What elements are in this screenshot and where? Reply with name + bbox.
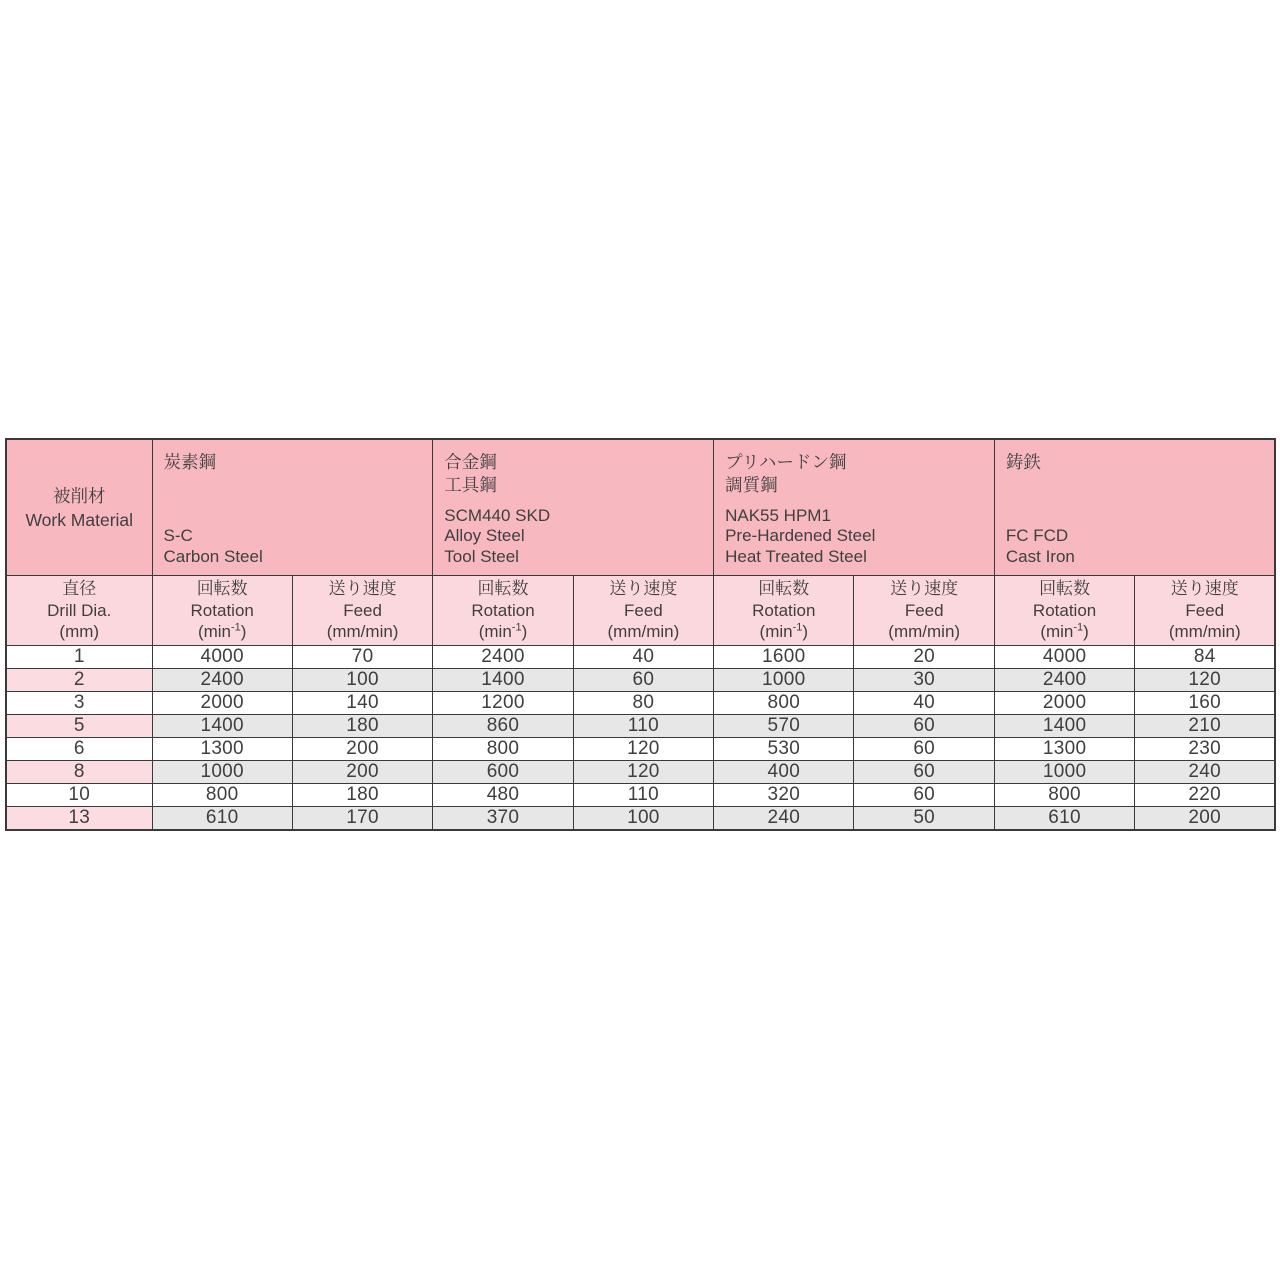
value-cell: 1300 [152,737,292,760]
value-cell: 1000 [152,760,292,783]
drilling-conditions-table [5,438,1276,831]
material-header-inner [164,451,423,567]
value-cell: 60 [854,760,994,783]
dia-cell: 13 [6,806,152,830]
material-en-line: S-C [163,526,193,545]
rotation-unit-sup: -1 [511,621,522,634]
rotation-unit-sup: -1 [231,621,241,634]
drill-dia-header-en: Drill Dia. [47,600,112,620]
material-en-line: Cast Iron [1005,546,1075,566]
value-cell: 110 [573,783,713,806]
value-cell: 110 [573,714,713,737]
value-cell: 800 [714,691,854,714]
material-jp-line: 工具鋼 [444,475,497,495]
dia-cell: 6 [6,737,152,760]
table-row [6,760,1275,783]
rotation-header-jp: 回転数 [758,579,810,598]
rotation-header-pre-hardened-steel [714,576,854,646]
material-name-jp [164,451,423,474]
rotation-header-en: Rotation [752,600,816,620]
rotation-unit-post: ) [802,622,809,641]
material-jp-line: 炭素鋼 [163,452,216,472]
value-cell: 40 [854,691,994,714]
value-cell: 860 [433,714,573,737]
value-cell: 2400 [152,668,292,691]
material-header-inner [444,451,703,567]
dia-cell: 8 [6,760,152,783]
rotation-header-unit [714,621,853,643]
value-cell: 200 [292,760,432,783]
dia-cell: 3 [6,691,152,714]
material-en-line: Carbon Steel [163,546,263,566]
feed-header-carbon-steel [292,576,432,646]
material-header-row [6,439,1275,576]
material-header-inner [725,451,984,567]
value-cell: 2000 [994,691,1134,714]
rotation-header-en: Rotation [190,600,254,620]
material-name-en [1006,526,1264,567]
table-row [6,645,1275,668]
rotation-header-unit [153,621,292,643]
feed-header-en: Feed [624,600,663,620]
drill-dia-header-jp: 直径 [62,579,97,598]
feed-header-jp: 送り速度 [609,579,678,598]
material-name-jp [444,451,703,497]
rotation-unit-post: ) [521,622,528,641]
value-cell: 100 [292,668,432,691]
dia-cell: 10 [6,783,152,806]
value-cell: 230 [1135,737,1275,760]
value-cell: 400 [714,760,854,783]
value-cell: 1200 [433,691,573,714]
material-name-jp [725,451,984,497]
rotation-header-cast-iron [994,576,1134,646]
drill-dia-header-unit: (mm) [59,622,100,641]
value-cell: 20 [854,645,994,668]
rotation-header-en: Rotation [471,600,535,620]
value-cell: 240 [1135,760,1275,783]
value-cell: 120 [573,737,713,760]
value-cell: 600 [433,760,573,783]
feed-header-jp: 送り速度 [328,579,397,598]
value-cell: 60 [854,714,994,737]
rotation-unit-sup: -1 [1073,621,1084,634]
value-cell: 60 [854,737,994,760]
value-cell: 800 [152,783,292,806]
rotation-unit-pre: (min [1040,622,1074,641]
value-cell: 2400 [433,645,573,668]
table-row [6,691,1275,714]
feed-header-jp: 送り速度 [1170,579,1239,598]
value-cell: 1400 [152,714,292,737]
rotation-unit-post: ) [1083,622,1089,641]
work-material-header [6,439,152,576]
table-row [6,783,1275,806]
work-material-en: Work Material [25,509,134,530]
value-cell: 200 [292,737,432,760]
value-cell: 120 [1135,668,1275,691]
value-cell: 70 [292,645,432,668]
value-cell: 180 [292,714,432,737]
value-cell: 1000 [994,760,1134,783]
value-cell: 200 [1135,806,1275,830]
value-cell: 1300 [994,737,1134,760]
value-cell: 1400 [433,668,573,691]
value-cell: 1000 [714,668,854,691]
feed-header-en: Feed [1185,600,1225,620]
material-header-alloy-tool-steel [433,439,714,576]
material-header-pre-hardened-steel [714,439,995,576]
value-cell: 40 [573,645,713,668]
value-cell: 80 [573,691,713,714]
material-jp-line: プリハードン鋼 [725,452,847,472]
material-en-line: SCM440 SKD [444,505,551,525]
value-cell: 60 [854,783,994,806]
material-en-line: Pre-Hardened Steel [725,526,876,545]
value-cell: 4000 [152,645,292,668]
value-cell: 1400 [994,714,1134,737]
feed-header-en: Feed [904,600,944,620]
value-cell: 4000 [994,645,1134,668]
value-cell: 100 [573,806,713,830]
drill-dia-header [6,576,152,646]
material-header-inner [1006,451,1264,567]
value-cell: 84 [1135,645,1275,668]
value-cell: 210 [1135,714,1275,737]
rotation-header-unit [433,621,572,643]
value-cell: 60 [573,668,713,691]
value-cell: 160 [1135,691,1275,714]
value-cell: 2400 [994,668,1134,691]
work-material-jp: 被削材 [53,485,106,506]
material-name-en [725,506,984,568]
feed-header-pre-hardened-steel [854,576,994,646]
rotation-header-carbon-steel [152,576,292,646]
material-en-line: Tool Steel [444,546,519,566]
rotation-unit-post: ) [240,622,247,641]
rotation-header-jp: 回転数 [1039,579,1091,598]
material-header-cast-iron [994,439,1275,576]
rotation-header-jp: 回転数 [196,579,248,598]
value-cell: 800 [994,783,1134,806]
feed-header-cast-iron [1135,576,1275,646]
rotation-unit-pre: (min [478,622,512,641]
rotation-header-en: Rotation [1032,600,1097,620]
column-header-row [6,576,1275,646]
value-cell: 800 [433,737,573,760]
value-cell: 610 [152,806,292,830]
feed-header-alloy-tool-steel [573,576,713,646]
material-name-jp [1006,451,1264,474]
value-cell: 2000 [152,691,292,714]
table-row [6,737,1275,760]
table-row [6,714,1275,737]
material-header-carbon-steel [152,439,433,576]
value-cell: 610 [994,806,1134,830]
table-row [6,668,1275,691]
material-jp-line: 合金鋼 [444,452,497,472]
dia-cell: 2 [6,668,152,691]
dia-cell: 5 [6,714,152,737]
rotation-header-jp: 回転数 [477,579,529,598]
material-en-line: FC FCD [1005,526,1069,545]
rotation-unit-pre: (min [197,622,231,641]
value-cell: 30 [854,668,994,691]
material-name-en [444,506,703,568]
value-cell: 570 [714,714,854,737]
value-cell: 320 [714,783,854,806]
rotation-unit-pre: (min [759,622,793,641]
table-body [6,645,1275,830]
value-cell: 530 [714,737,854,760]
material-en-line: NAK55 HPM1 [725,505,831,525]
value-cell: 120 [573,760,713,783]
value-cell: 370 [433,806,573,830]
feed-header-jp: 送り速度 [890,579,959,598]
dia-cell: 1 [6,645,152,668]
value-cell: 140 [292,691,432,714]
value-cell: 480 [433,783,573,806]
rotation-unit-sup: -1 [792,621,803,634]
value-cell: 50 [854,806,994,830]
feed-header-unit: (mm/min) [607,622,680,641]
material-name-en [164,526,423,567]
material-jp-line: 調質鋼 [725,475,778,495]
material-en-line: Heat Treated Steel [725,546,867,566]
rotation-header-alloy-tool-steel [433,576,573,646]
feed-header-en: Feed [343,600,382,620]
value-cell: 170 [292,806,432,830]
material-en-line: Alloy Steel [444,526,525,545]
table-row [6,806,1275,830]
value-cell: 240 [714,806,854,830]
feed-header-unit: (mm/min) [1168,622,1241,641]
feed-header-unit: (mm/min) [326,622,399,641]
value-cell: 180 [292,783,432,806]
value-cell: 1600 [714,645,854,668]
rotation-header-unit [995,621,1134,643]
material-jp-line: 鋳鉄 [1005,452,1041,472]
feed-header-unit: (mm/min) [888,622,961,641]
value-cell: 220 [1135,783,1275,806]
